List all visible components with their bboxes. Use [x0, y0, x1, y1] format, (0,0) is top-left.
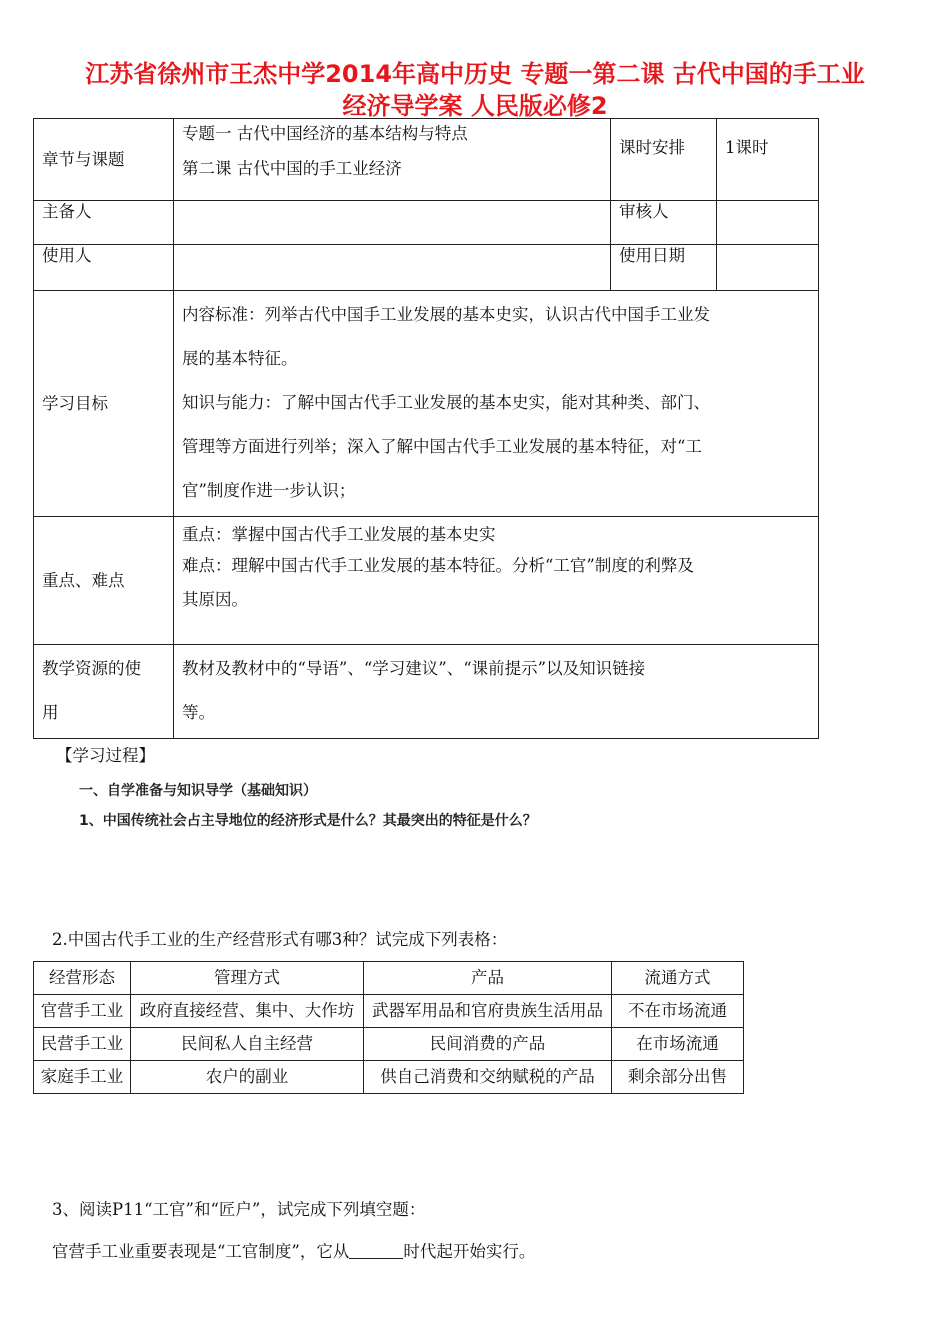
table-cell: 农户的副业 — [131, 1061, 364, 1094]
table-row — [34, 1061, 744, 1094]
process-title: 【学习过程】 — [56, 746, 155, 765]
resources-line: 教材及教材中的“导语”、“学习建议”、“课前提示”以及知识链接 — [182, 659, 646, 678]
resources-row — [34, 645, 819, 739]
table-cell: 政府直接经营、集中、大作坊 — [131, 995, 364, 1028]
question-3a-before: 官营手工业重要表现是“工官制度”，它从 — [52, 1242, 350, 1261]
date-value — [717, 245, 819, 291]
lesson-info-table — [33, 118, 819, 739]
user-label: 使用人 — [34, 245, 174, 291]
table-row — [34, 1028, 744, 1061]
preparer-label: 主备人 — [34, 201, 174, 245]
goals-line: 知识与能力：了解中国古代手工业发展的基本史实，能对其种类、部门、 — [182, 393, 710, 412]
preparer-row — [34, 201, 819, 245]
question-3a-after: 时代起开始实行。 — [403, 1242, 536, 1261]
resources-value — [174, 645, 819, 739]
reviewer-value — [717, 201, 819, 245]
goals-line: 展的基本特征。 — [182, 349, 298, 368]
section-1-heading: 一、自学准备与知识导学（基础知识） — [79, 783, 317, 799]
table-row — [34, 995, 744, 1028]
goals-value — [174, 291, 819, 517]
chapter-line-2: 第二课 古代中国的手工业经济 — [182, 159, 402, 178]
user-value — [174, 245, 611, 291]
question-2: 2.中国古代手工业的生产经营形式有哪3种？试完成下列表格： — [52, 930, 508, 949]
table-cell: 不在市场流通 — [612, 995, 744, 1028]
key-line: 重点：掌握中国古代手工业发展的基本史实 — [182, 525, 496, 544]
title-line-1: 江苏省徐州市王杰中学2014年高中历史 专题一第二课 古代中国的手工业 — [85, 60, 865, 88]
column-header: 流通方式 — [612, 962, 744, 995]
table-cell: 在市场流通 — [612, 1028, 744, 1061]
hours-label: 课时安排 — [611, 119, 717, 201]
key-line: 难点：理解中国古代手工业发展的基本特征。分析“工官”制度的利弊及 — [182, 556, 694, 575]
fill-blank[interactable] — [349, 1242, 403, 1260]
title-line-2: 经济导学案 人民版必修2 — [342, 92, 608, 120]
section-1-question-1: 1、中国传统社会占主导地位的经济形式是什么？其最突出的特征是什么？ — [79, 813, 537, 829]
table-cell: 供自己消费和交纳赋税的产品 — [364, 1061, 612, 1094]
key-points-label: 重点、难点 — [34, 517, 174, 645]
date-label: 使用日期 — [611, 245, 717, 291]
question-3a — [52, 1238, 535, 1262]
key-points-value — [174, 517, 819, 645]
chapter-value — [174, 119, 611, 201]
goals-row — [34, 291, 819, 517]
resources-label — [34, 645, 174, 739]
resources-line: 等。 — [182, 703, 215, 722]
preparer-value — [174, 201, 611, 245]
table-cell: 民营手工业 — [34, 1028, 131, 1061]
goals-label: 学习目标 — [34, 291, 174, 517]
goals-line: 管理等方面进行列举；深入了解中国古代手工业发展的基本特征，对“工 — [182, 437, 702, 456]
chapter-label: 章节与课题 — [34, 119, 174, 201]
reviewer-label: 审核人 — [611, 201, 717, 245]
document-title — [30, 58, 920, 122]
chapter-row — [34, 119, 819, 201]
chapter-line-1: 专题一 古代中国经济的基本结构与特点 — [182, 124, 468, 143]
table-header-row — [34, 962, 744, 995]
resources-label-line: 教学资源的使 — [42, 659, 141, 678]
table-cell: 民间私人自主经营 — [131, 1028, 364, 1061]
user-row — [34, 245, 819, 291]
question-3: 3、阅读P11“工官”和“匠户”，试完成下列填空题： — [52, 1200, 426, 1219]
key-points-row — [34, 517, 819, 645]
column-header: 经营形态 — [34, 962, 131, 995]
column-header: 管理方式 — [131, 962, 364, 995]
table-cell: 武器军用品和官府贵族生活用品 — [364, 995, 612, 1028]
hours-value: 1课时 — [717, 119, 819, 201]
table-cell: 剩余部分出售 — [612, 1061, 744, 1094]
key-line: 其原因。 — [182, 590, 248, 609]
goals-line: 官”制度作进一步认识； — [182, 481, 356, 500]
resources-label-line: 用 — [42, 703, 59, 722]
table-cell: 民间消费的产品 — [364, 1028, 612, 1061]
business-forms-table — [33, 961, 744, 1094]
table-cell: 家庭手工业 — [34, 1061, 131, 1094]
column-header: 产品 — [364, 962, 612, 995]
goals-line: 内容标准：列举古代中国手工业发展的基本史实，认识古代中国手工业发 — [182, 305, 710, 324]
table-cell: 官营手工业 — [34, 995, 131, 1028]
